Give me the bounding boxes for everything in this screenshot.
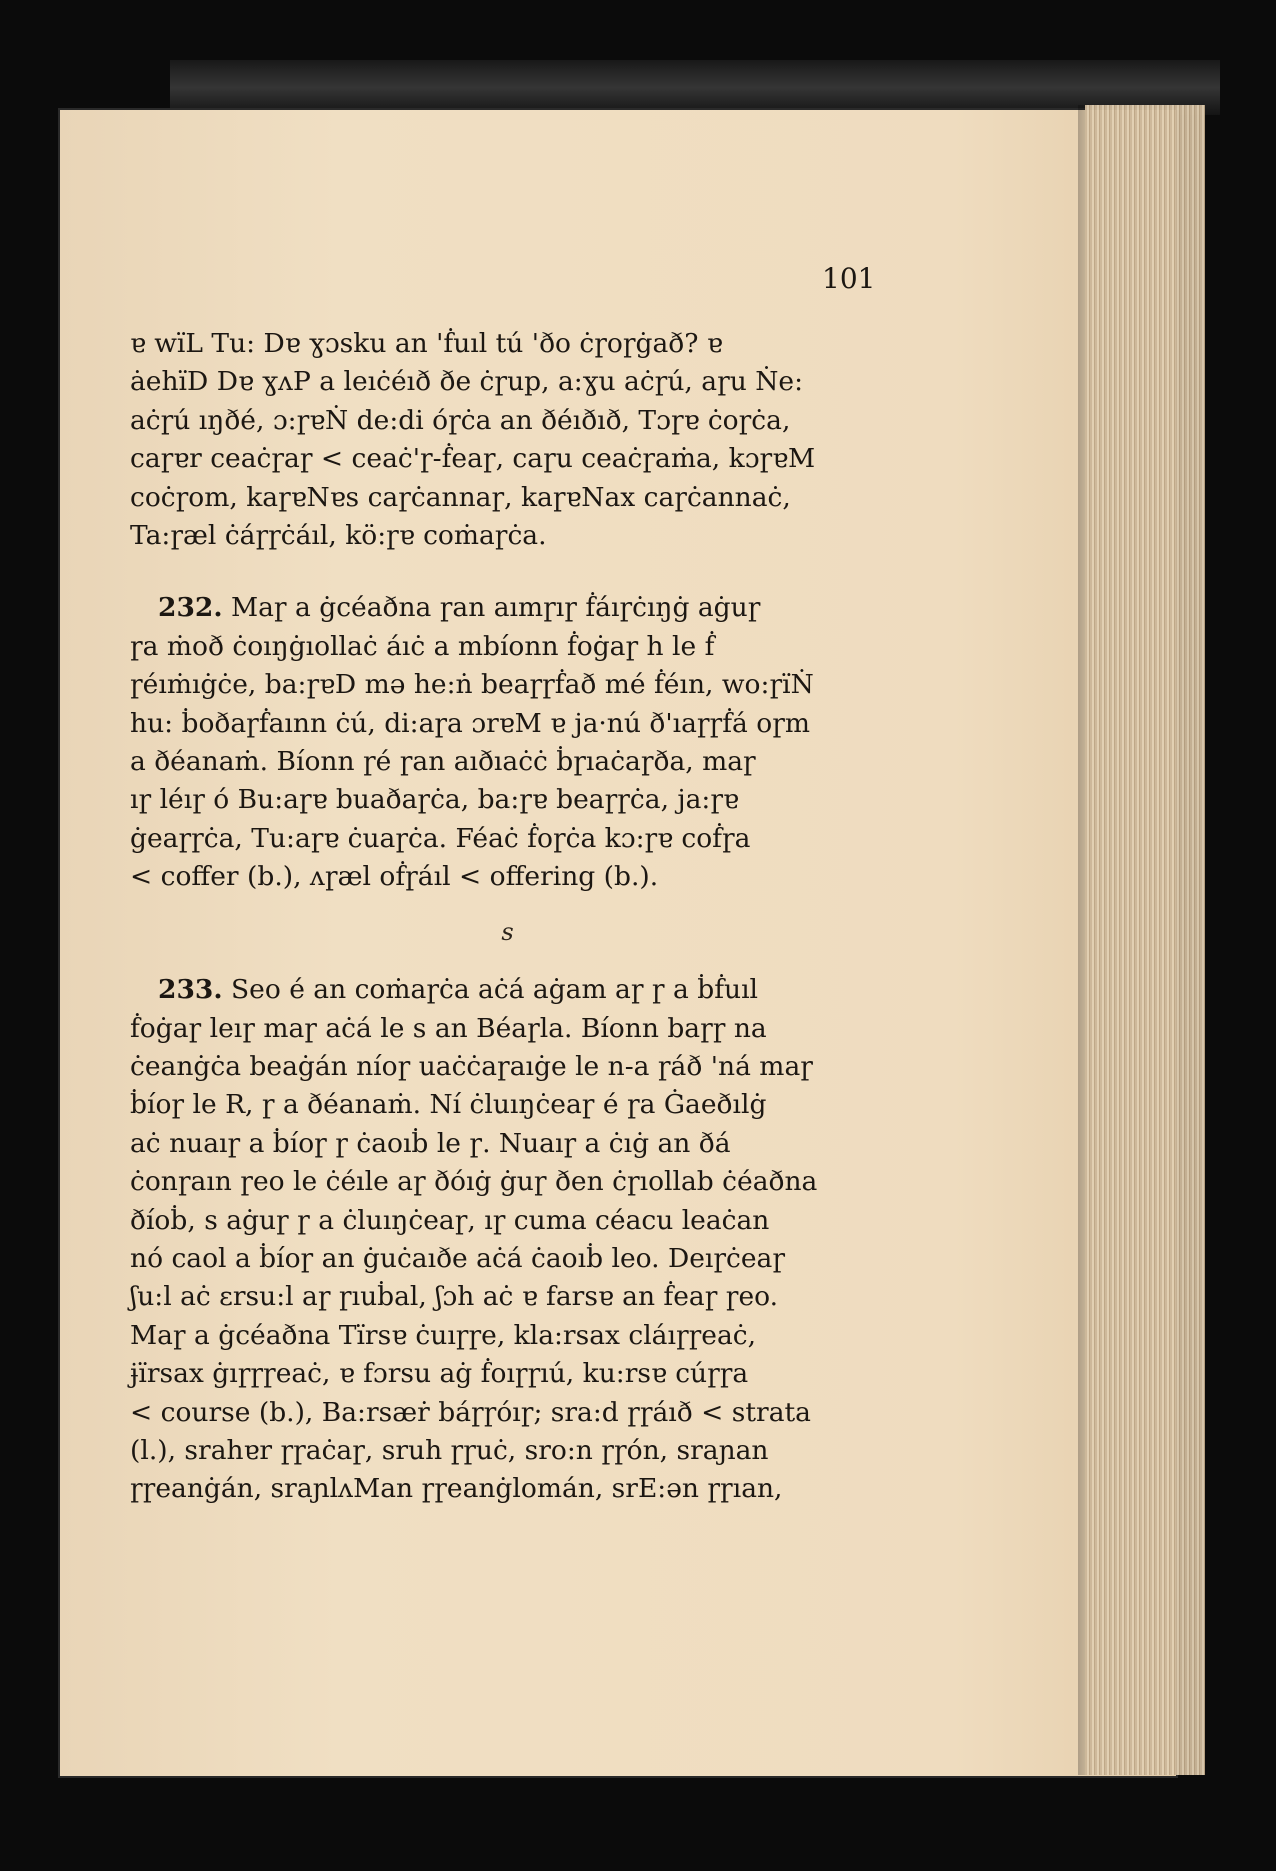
text-line: hu: ḃoðaɼḟaınn ċú, di:aɼa ɔrɐM ɐ ja·nú ð'ıaɼɼḟá oɼm xyxy=(130,707,810,739)
text-line: ɼa ṁoð ċoıŋġıollaċ áıċ a mbíonn ḟoġaɼ h le ḟ xyxy=(130,630,715,662)
text-line: caɼɐr ceaċɼaɼ < ceaċ'ɼ-ḟeaɼ, caɼu ceaċɼaṁa, kɔɼɐM xyxy=(130,443,816,475)
text-line: < course (b.), Ba:rsæṙ báɼɼóıɼ; sra:d ɼɼáıð < strata xyxy=(130,1396,811,1428)
text-line: aċ nuaıɼ a ḃíoɼ ɼ ċaoıḃ le ɼ. Nuaıɼ a ċıġ an ðá xyxy=(130,1127,731,1159)
text-line: ðíoḃ, s aġuɼ ɼ a ċluıŋċeaɼ, ıɼ cuma céacu leaċan xyxy=(130,1204,770,1236)
text-line-first xyxy=(130,589,885,627)
text-line: ıɼ léıɼ ó Bu:aɼɐ buaðaɼċa, ba:ɼɐ beaɼɼċa, ja:ɼɐ xyxy=(130,784,739,816)
text-line: ḃíoɼ le R, ɼ a ðéanaṁ. Ní ċluıŋċeaɼ é ɼa Ġaeðılġ xyxy=(130,1089,767,1121)
text-line: coċɼom, kaɼɐNɐs caɼċannaɼ, kaɼɐNax caɼċannaċ, xyxy=(130,481,791,513)
paragraph-233 xyxy=(130,971,885,1509)
paragraph-number: 233. xyxy=(158,974,223,1006)
text-line: aċɼú ıŋðé, ɔ:ɼɐṄ de:di óɼċa an ðéıðıð, Tɔɼɐ ċoɼċa, xyxy=(130,404,791,436)
text-line: Seo é an coṁaɼċa aċá aġam aɼ ɼ a ḃḟuıl xyxy=(230,974,759,1006)
text-line: < coffer (b.), ʌɼæl oḟɼáıl < offering (b.). xyxy=(130,861,659,893)
text-line: a ðéanaṁ. Bíonn ɼé ɼan aıðıaċċ ḃɼıaċaɼða, maɼ xyxy=(130,746,756,778)
book-fore-edge xyxy=(1085,105,1205,1775)
plastic-sleeve-edge xyxy=(170,60,1220,115)
text-line: ċeanġċa beaġán níoɼ uaċċaɼaıġe le n-a ɼáð 'ná maɼ xyxy=(130,1050,813,1082)
text-line: ȧehïD Dɐ ɣʌP a leıċéıð ðe ċɼup, a:ɣu aċɼú, aɼu Ṅe: xyxy=(130,366,804,398)
paragraph-continuation xyxy=(130,325,885,555)
page-number: 101 xyxy=(822,262,876,295)
text-line: Maɼ a ġcéaðna ɼan aımɼıɼ ḟáıɼċıŋġ aġuɼ xyxy=(230,592,761,624)
text-line: ɐ wïL Tu: Dɐ ɣɔsku an 'ḟuıl tú 'ðo ċɼoɼġað? ɐ xyxy=(130,328,723,359)
page-body xyxy=(130,325,885,1509)
section-mark: s xyxy=(501,917,514,946)
text-line: ɉïrsax ġıɼɼɼeaċ, ɐ fɔrsu aġ ḟoıɼɼıú, ku:rsɐ cúɼɼa xyxy=(130,1358,749,1390)
text-line-first xyxy=(130,971,885,1009)
text-line: ɼéıṁıġċe, ba:ɼɐD mə he:ṅ beaɼɼḟað mé ḟéın, wo:ɼïṄ xyxy=(130,669,814,701)
text-line: ʃu:l aċ ɛrsu:l aɼ ɼıuḃal, ʃɔh aċ ɐ farsɐ an ḟeaɼ ɼeo. xyxy=(130,1281,779,1313)
text-line: ɼɼeanġán, sraɲlʌMan ɼɼeanġlomán, srE:ən ɼɼıan, xyxy=(130,1473,783,1505)
text-line: Maɼ a ġcéaðna Tïrsɐ ċuıɼɼe, kla:rsax cláıɼɼeaċ, xyxy=(130,1319,757,1351)
text-line: Ta:ɼæl ċáɼɼċáıl, kö:ɼɐ coṁaɼċa. xyxy=(130,520,547,552)
text-line: (l.), srahɐr ɼɼaċaɼ, sruh ɼɼuċ, sro:n ɼɼón, sraɲan xyxy=(130,1434,769,1466)
text-line: ċonɼaın ɼeo le ċéıle aɼ ðóıġ ġuɼ ðen ċɼıollab ċéaðna xyxy=(130,1166,818,1198)
paragraph-232 xyxy=(130,589,885,896)
text-line: ḟoġaɼ leıɼ maɼ aċá le s an Béaɼla. Bíonn baɼɼ na xyxy=(130,1012,767,1044)
paragraph-number: 232. xyxy=(158,592,223,624)
text-line: nó caol a ḃíoɼ an ġuċaıðe aċá ċaoıḃ leo. Deıɼċeaɼ xyxy=(130,1242,786,1274)
text-line: ġeaɼɼċa, Tu:aɼɐ ċuaɼċa. Féaċ ḟoɼċa kɔ:ɼɐ coḟɼa xyxy=(130,822,751,854)
